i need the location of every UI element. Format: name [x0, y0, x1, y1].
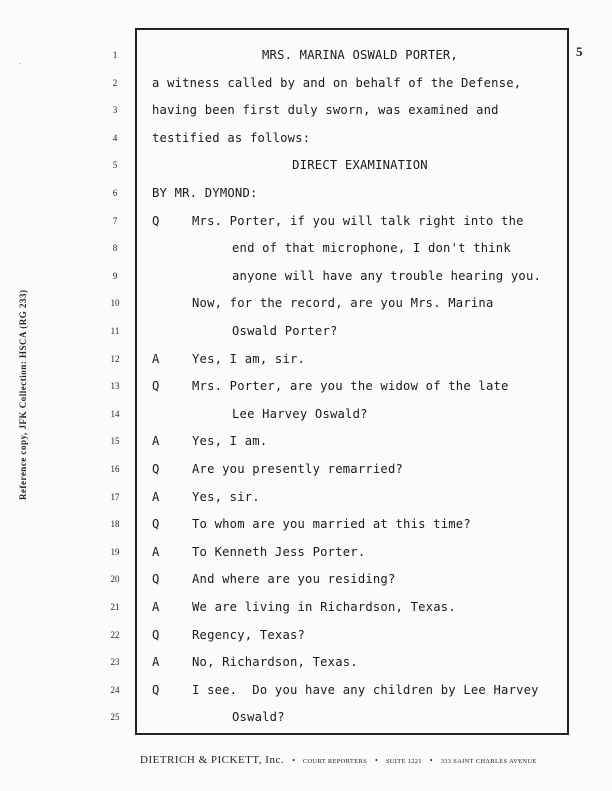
footer-separator: • — [292, 756, 295, 765]
line-number: 2 — [112, 77, 118, 88]
transcript-line: Yes, sir. — [192, 489, 260, 504]
reporter-footer — [140, 750, 580, 768]
line-number: 4 — [112, 132, 118, 143]
line-number: 9 — [112, 270, 118, 281]
line-number: 18 — [110, 519, 120, 530]
margin-mark: · — [16, 62, 25, 65]
transcript-line: a witness called by and on behalf of the Defense, — [152, 75, 522, 90]
transcript-line: We are living in Richardson, Texas. — [192, 600, 456, 614]
speaker-marker: Q — [152, 517, 160, 532]
speaker-marker: Q — [152, 627, 160, 642]
transcript-line: DIRECT EXAMINATION — [292, 158, 428, 173]
transcript-line: testified as follows: — [152, 130, 311, 145]
line-number: 22 — [110, 629, 120, 640]
transcript-line: Are you presently remarried? — [192, 462, 404, 476]
line-number: 13 — [110, 381, 120, 392]
speaker-marker: A — [152, 655, 160, 670]
line-number: 25 — [110, 712, 120, 723]
transcript-line: And where are you residing? — [192, 572, 396, 587]
speaker-marker: Q — [152, 462, 160, 476]
speaker-marker: A — [152, 489, 160, 504]
line-number: 20 — [110, 574, 120, 585]
line-number: 16 — [110, 464, 120, 474]
line-number: 3 — [112, 105, 118, 116]
speaker-marker: Q — [152, 379, 160, 394]
transcript-line: Oswald? — [232, 710, 285, 725]
speaker-marker: A — [152, 434, 160, 449]
footer-separator: • — [375, 756, 378, 765]
transcript-line: Yes, I am, sir. — [192, 351, 306, 366]
line-number: 21 — [110, 602, 120, 612]
line-number: 23 — [110, 657, 120, 668]
line-number: 24 — [110, 684, 120, 695]
speaker-marker: A — [152, 351, 160, 366]
transcript-line: Lee Harvey Oswald? — [232, 406, 368, 421]
footer-separator: • — [429, 756, 433, 765]
line-number: 14 — [110, 408, 120, 419]
line-number: 12 — [110, 353, 120, 364]
transcript-line: Yes, I am. — [192, 434, 268, 449]
footer-firm: DIETRICH & PICKETT, Inc. — [140, 754, 285, 766]
line-number: 17 — [110, 491, 120, 502]
transcript-line: I see. Do you have any children by Lee Harvey — [192, 682, 539, 697]
line-number: 11 — [110, 326, 120, 336]
transcript-line: To Kenneth Jess Porter. — [192, 544, 366, 559]
transcript-line: Oswald Porter? — [232, 324, 338, 338]
speaker-marker: Q — [152, 682, 160, 697]
page-number: 5 — [576, 44, 583, 59]
line-number: 5 — [112, 160, 118, 171]
transcript-line: No, Richardson, Texas. — [192, 655, 358, 670]
archive-stamp: Reference copy, JFK Collection: HSCA (RG 233) — [18, 289, 28, 501]
line-number: 10 — [110, 298, 120, 309]
transcript-line: To whom are you married at this time? — [192, 517, 471, 532]
transcript-line: Regency, Texas? — [192, 627, 306, 642]
speaker-marker: A — [152, 544, 160, 559]
transcript-line: having been first duly sworn, was examined and — [152, 103, 499, 118]
transcript-line: Mrs. Porter, are you the widow of the late — [192, 379, 509, 394]
line-number: 1 — [112, 50, 118, 60]
footer-court-reporters: COURT REPORTERS — [302, 758, 368, 765]
transcript-line: MRS. MARINA OSWALD PORTER, — [262, 48, 458, 62]
line-number: 7 — [112, 215, 118, 226]
transcript-line: anyone will have any trouble hearing you. — [232, 268, 542, 283]
footer-suite: SUITE 1221 — [385, 758, 422, 765]
transcript-line: Now, for the record, are you Mrs. Marina — [192, 296, 494, 311]
speaker-marker: Q — [152, 213, 160, 228]
speaker-marker: Q — [152, 572, 160, 587]
line-number: 15 — [110, 436, 120, 447]
line-number: 8 — [112, 243, 118, 254]
transcript-line: end of that microphone, I don't think — [232, 241, 511, 256]
line-number: 6 — [112, 188, 118, 198]
footer-address: 333 SAINT CHARLES AVENUE — [440, 758, 537, 765]
line-number: 19 — [110, 546, 120, 557]
frame-bottom-rule — [135, 733, 569, 735]
speaker-marker: A — [152, 600, 160, 614]
transcript-line: Mrs. Porter, if you will talk right into the — [192, 213, 524, 228]
transcript-line: BY MR. DYMOND: — [152, 186, 258, 200]
